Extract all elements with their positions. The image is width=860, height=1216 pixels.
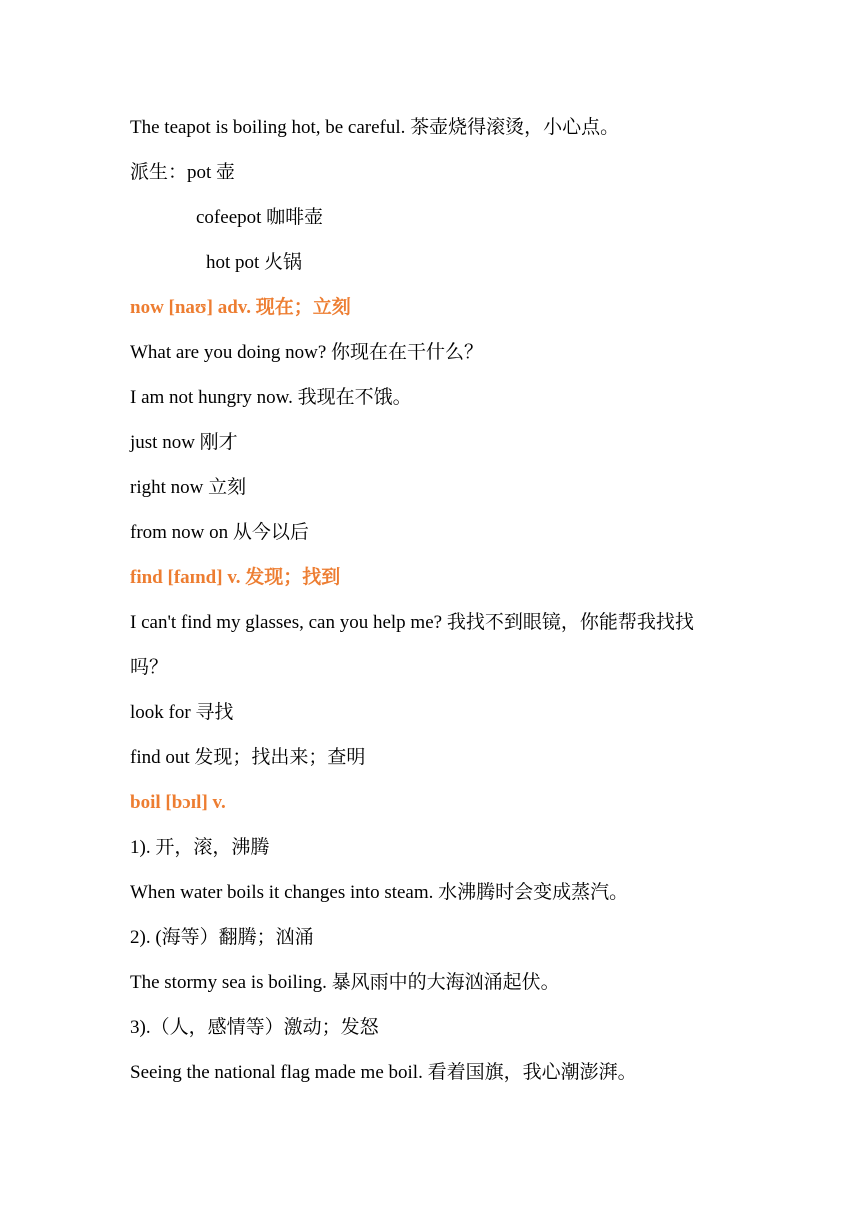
phrase-item: just now 刚才 (130, 432, 238, 453)
derivation-item: hot pot 火锅 (206, 252, 303, 273)
phrase-item: from now on 从今以后 (130, 522, 309, 543)
example-sentence: Seeing the national flag made me boil. 看着国旗，我心潮澎湃。 (130, 1062, 637, 1083)
derivation-line: 派生：pot 壶 (130, 162, 236, 183)
phrase-item: look for 寻找 (130, 702, 234, 723)
sense-item: 2). (海等）翻腾；汹涌 (130, 927, 314, 948)
example-sentence-continuation: 吗？ (130, 657, 169, 678)
document-body (130, 105, 770, 1095)
sense-item: 1). 开，滚，沸腾 (130, 837, 270, 858)
example-sentence: I can't find my glasses, can you help me? 我找不到眼镜，你能帮我找找 (130, 612, 694, 633)
example-sentence: I am not hungry now. 我现在不饿。 (130, 387, 412, 408)
sense-item: 3).（人，感情等）激动；发怒 (130, 1017, 379, 1038)
vocab-heading-now: now [naʊ] adv. 现在；立刻 (130, 297, 351, 318)
example-sentence: When water boils it changes into steam. 水沸腾时会变成蒸汽。 (130, 882, 629, 903)
vocab-heading-find: find [faɪnd] v. 发现；找到 (130, 567, 341, 588)
example-sentence: What are you doing now? 你现在在干什么？ (130, 342, 484, 363)
phrase-item: find out 发现；找出来；查明 (130, 747, 366, 768)
derivation-item: cofeepot 咖啡壶 (196, 207, 324, 228)
example-sentence: The teapot is boiling hot, be careful. 茶壶烧得滚烫，小心点。 (130, 117, 620, 138)
vocab-heading-boil: boil [bɔɪl] v. (130, 792, 226, 813)
phrase-item: right now 立刻 (130, 477, 247, 498)
example-sentence: The stormy sea is boiling. 暴风雨中的大海汹涌起伏。 (130, 972, 560, 993)
